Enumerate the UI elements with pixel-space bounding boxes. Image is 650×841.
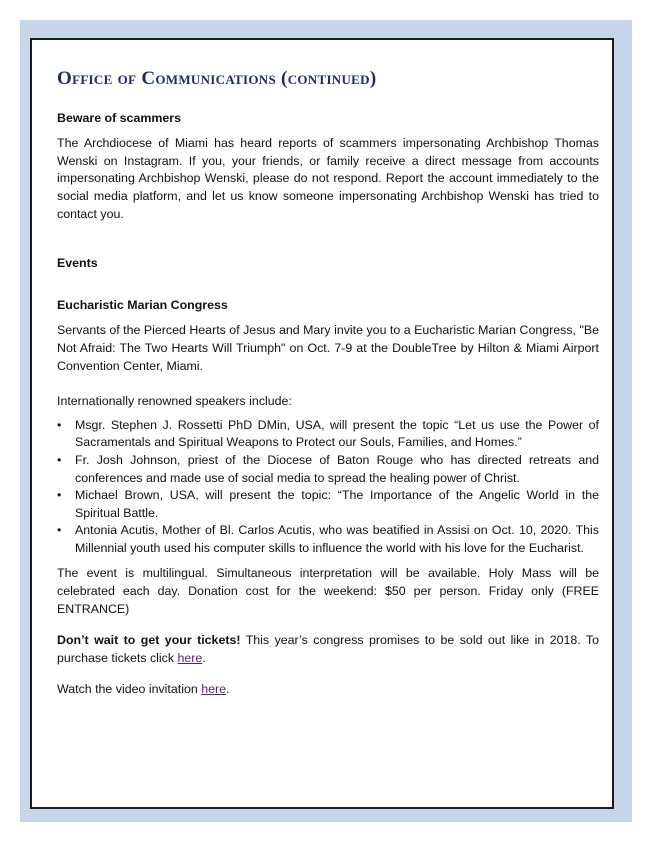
scam-section-body: The Archdiocese of Miami has heard reports of scammers impersonating Archbishop Thomas Wenski on Instagram. If you, your friends, or family receive a direct message from accounts impersonating Archbishop Wenski, please do not respond. Report the account immediately to the social media platform, and let us know someone impersonating Archbishop Wenski has tried to contact you. <box>57 136 599 221</box>
content-frame <box>30 38 614 809</box>
video-paragraph <box>57 681 599 699</box>
bullet-icon: • <box>57 417 62 432</box>
scam-section-title: Beware of scammers <box>57 110 181 125</box>
speaker-item <box>57 417 599 452</box>
tickets-text: This year’s congress promises to be sold out like in 2018. To purchase tickets click <box>57 633 600 665</box>
video-text: Watch the video invitation <box>57 682 202 697</box>
speakers-intro: Internationally renowned speakers include: <box>57 394 292 409</box>
tickets-paragraph <box>57 632 599 667</box>
events-section-title: Events <box>57 256 98 271</box>
congress-title: Eucharistic Marian Congress <box>57 297 228 312</box>
speaker-text: Msgr. Stephen J. Rossetti PhD DMin, USA, will present the topic “Let us use the Power of Sacramentals and Spiritual Weapons to Protect our Souls, Families, and Homes.” <box>75 417 599 450</box>
video-end: . <box>226 682 230 697</box>
tickets-link[interactable]: here <box>177 650 203 665</box>
bullet-icon: • <box>57 452 62 467</box>
bullet-icon: • <box>57 488 62 503</box>
speaker-text: Fr. Josh Johnson, priest of the Diocese of Baton Rouge who has directed retreats and conferences and made use of social media to spread the healing power of Christ. <box>75 452 599 485</box>
tickets-end: . <box>202 650 206 665</box>
tickets-callout: Don’t wait to get your tickets! <box>57 633 241 648</box>
page-content <box>57 70 599 699</box>
speaker-item <box>57 522 599 557</box>
bullet-icon: • <box>57 523 62 538</box>
congress-intro: Servants of the Pierced Hearts of Jesus and Mary invite you to a Eucharistic Marian Congress, "Be Not Afraid: The Two Hearts Will Triumph" on Oct. 7-9 at the DoubleTree by Hilton & Miami Airport Convention Center, Miami. <box>57 323 599 373</box>
speaker-item <box>57 487 599 522</box>
event-details: The event is multilingual. Simultaneous interpretation will be available. Holy Mass will be celebrated each day. Donation cost for the weekend: $50 per person. Friday only (FREE ENTRANCE) <box>57 566 599 616</box>
speaker-text: Antonia Acutis, Mother of Bl. Carlos Acutis, who was beatified in Assisi on Oct. 10, 2020. This Millennial youth used his computer skills to influence the world with his love for the Eucharist. <box>75 523 599 555</box>
page-title: Office of Communications (continued) <box>57 68 377 89</box>
speaker-item <box>57 452 599 487</box>
speaker-text: Michael Brown, USA, will present the topic: “The Importance of the Angelic World in the Spiritual Battle. <box>75 488 599 520</box>
video-link[interactable]: here <box>201 682 226 697</box>
